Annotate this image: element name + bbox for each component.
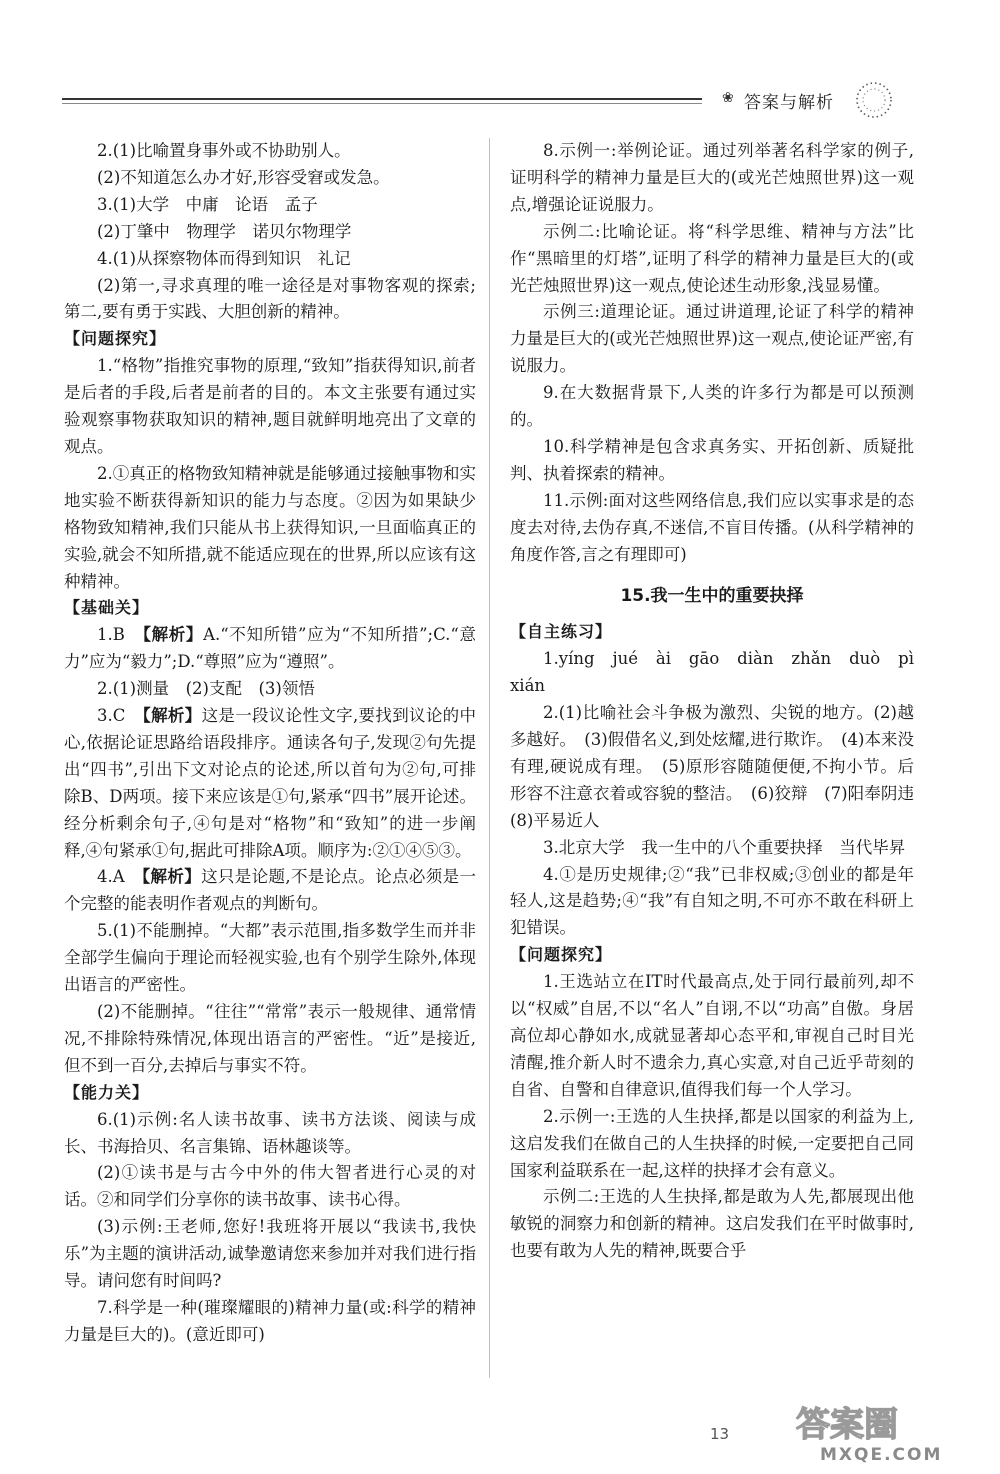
header-title: 答案与解析 [744, 93, 834, 113]
analysis-label: 【解析】 [142, 706, 202, 726]
page-header [62, 86, 922, 116]
answer-paragraph: 2.示例一:王选的人生抉择,都是以国家的利益为上,这启发我们在做自己的人生抉择的时候,一定要把自己同国家利益联系在一起,这样的抉择才会有意义。 [510, 1106, 914, 1180]
answer-paragraph: 9.在大数据背景下,人类的许多行为都是可以预测的。 [510, 383, 914, 430]
answer-paragraph: 2.(1)比喻社会斗争极为激烈、尖锐的地方。(2)越多越好。 (3)假借名义,到处炫耀,进行欺诈。 (4)本来没有理,硬说成有理。 (5)原形容随随便便,不拘小节。后形容不注意衣着或容貌的整洁。 (6)狡辩 (7)阳奉阴违 (8)平易近人 [510, 703, 931, 830]
watermark-url: MXQE.COM [820, 1445, 943, 1464]
right-column [510, 138, 931, 1265]
answer-paragraph: (2)①读书是与古今中外的伟大智者进行心灵的对话。②和同学们分享你的读书故事、读书心得。 [64, 1163, 476, 1210]
analysis-label: 【解析】 [141, 867, 202, 887]
answer-choice: 4.A [97, 867, 142, 887]
page-number: 13 [710, 1425, 730, 1443]
answer-paragraph [64, 864, 476, 918]
answer-paragraph [64, 622, 476, 676]
answer-choice: 3.C [97, 706, 143, 726]
chapter-title: 15.我一生中的重要抉择 [620, 585, 804, 606]
answer-choice: 1.B [97, 625, 143, 645]
answer-paragraph: (2)第一,寻求真理的唯一途径是对事物客观的探索;第二,要有勇于实践、大胆创新的精神。 [64, 275, 476, 322]
answer-paragraph: (2)不知道怎么办才好,形容受窘或发急。 [97, 167, 390, 187]
answer-paragraph: 2.①真正的格物致知精神就是能够通过接触事物和实地实验不断获得新知识的能力与态度。②因为如果缺少格物致知精神,我们只能从书上获得知识,一旦面临真正的实验,就会不知所措,就不能适应现在的世界,所以应该有这种精神。 [64, 463, 476, 591]
answer-paragraph: 1.王选站立在IT时代最高点,处于同行最前列,却不以“权威”自居,不以“名人”自诩,不以“功高”自傲。身居高位却心静如水,成就显著却心态平和,审视自己时目光清醒,推介新人时不遗余力,真心实意,对自己近乎苛刻的自省、自警和自律意识,值得我们每一个人学习。 [510, 972, 914, 1099]
answer-paragraph: 示例三:道理论证。通过讲道理,论证了科学的精神力量是巨大的(或光芒烛照世界)这一观点,使论证严密,有说服力。 [510, 302, 914, 376]
leaf-icon: ❀ [722, 90, 734, 106]
section-heading: 【自主练习】 [510, 622, 613, 642]
answer-paragraph: 5.(1)不能删掉。“大都”表示范围,指多数学生而并非全部学生偏向于理论而轻视实验,也有个别学生除外,体现出语言的严密性。 [64, 921, 476, 995]
answer-paragraph: 2.(1)比喻置身事外或不协助别人。 [97, 141, 351, 160]
answer-paragraph: 4.①是历史规律;②“我”已非权威;③创业的都是年轻人,这是趋势;④“我”有自知之明,不可亦不敢在科研上犯错误。 [510, 864, 914, 938]
answer-paragraph: (2)丁肇中 物理学 诺贝尔物理学 [97, 221, 352, 241]
answer-paragraph: 1.“格物”指推究事物的原理,“致知”指获得知识,前者是后者的手段,后者是前者的目的。本文主张要有通过实验观察事物获取知识的精神,题目就鲜明地亮出了文章的观点。 [64, 356, 476, 456]
answer-paragraph: 3.北京大学 我一生中的八个重要抉择 当代毕昇 [543, 837, 906, 857]
answer-paragraph: 1.yíng jué ài gāo diàn zhǎn duò pì xián [510, 649, 931, 696]
header-rule [62, 98, 702, 100]
answer-paragraph [64, 703, 476, 864]
watermark-text: 答案圈 [796, 1405, 898, 1445]
section-heading: 【基础关】 [64, 598, 150, 618]
answer-paragraph: 7.科学是一种(璀璨耀眼的)精神力量(或:科学的精神力量是巨大的)。(意近即可) [64, 1297, 476, 1344]
dotted-circle-ornament-icon [852, 78, 896, 122]
section-heading: 【能力关】 [64, 1082, 150, 1102]
answer-paragraph: 示例二:比喻论证。将“科学思维、精神与方法”比作“黑暗里的灯塔”,证明了科学的精神力量是巨大的(或光芒烛照世界)这一观点,使论述生动形象,浅显易懂。 [510, 221, 914, 295]
answer-paragraph: (2)不能删掉。“往往”“常常”表示一般规律、通常情况,不排除特殊情况,体现出语言的严密性。“近”是接近,但不到一百分,去掉后与事实不符。 [64, 1002, 476, 1075]
answer-paragraph: 4.(1)从探察物体而得到知识 礼记 [97, 248, 351, 268]
answer-paragraph: 10.科学精神是包含求真务实、开拓创新、质疑批判、执着探索的精神。 [510, 436, 914, 483]
header-rule-thin [62, 103, 702, 104]
answer-paragraph: 2.(1)测量 (2)支配 (3)领悟 [97, 679, 315, 699]
answer-paragraph: 6.(1)示例:名人读书故事、读书方法谈、阅读与成长、书海拾贝、名言集锦、语林趣谈等。 [64, 1109, 476, 1156]
answer-paragraph: 8.示例一:举例论证。通过列举著名科学家的例子,证明科学的精神力量是巨大的(或光芒烛照世界)这一观点,增强论证说服力。 [510, 141, 914, 214]
answer-paragraph: 3.(1)大学 中庸 论语 孟子 [97, 194, 318, 214]
analysis-label: 【解析】 [142, 625, 204, 645]
analysis-text: 这是一段议论性文字,要找到议论的中心,依据论证思路给语段排序。通读各句子,发现②句先提出“四书”,引出下文对论点的论述,所以首句为②句,可排除B、D两项。接下来应该是①句,紧承“四书”展开论述。经分析剩余句子,④句是对“格物”和“致知”的进一步阐释,④句紧承①句,据此可排除A项。顺序为:②①④⑤③。 [64, 706, 476, 860]
answer-paragraph: 11.示例:面对这些网络信息,我们应以实事求是的态度去对待,去伪存真,不迷信,不盲目传播。(从科学精神的角度作答,言之有理即可) [510, 490, 914, 564]
column-divider [489, 138, 490, 1378]
section-heading: 【问题探究】 [64, 329, 167, 349]
answer-paragraph: 示例二:王选的人生抉择,都是敢为人先,都展现出他敏锐的洞察力和创新的精神。这启发我们在平时做事时,也要有敢为人先的精神,既要合乎 [510, 1187, 914, 1261]
answer-paragraph: (3)示例:王老师,您好!我班将开展以“我读书,我快乐”为主题的演讲活动,诚挚邀请您来参加并对我们进行指导。请问您有时间吗? [64, 1217, 476, 1291]
watermark-logo [790, 1400, 970, 1464]
section-heading: 【问题探究】 [510, 945, 613, 965]
left-column [64, 138, 476, 1349]
analysis-text: A.“不知所错”应为“不知所措”;C.“意力”应为“毅力”;D.“尊照”应为“遵照”。 [64, 625, 476, 672]
analysis-text: 这只是论题,不是论点。论点必须是一个完整的能表明作者观点的判断句。 [64, 867, 477, 914]
